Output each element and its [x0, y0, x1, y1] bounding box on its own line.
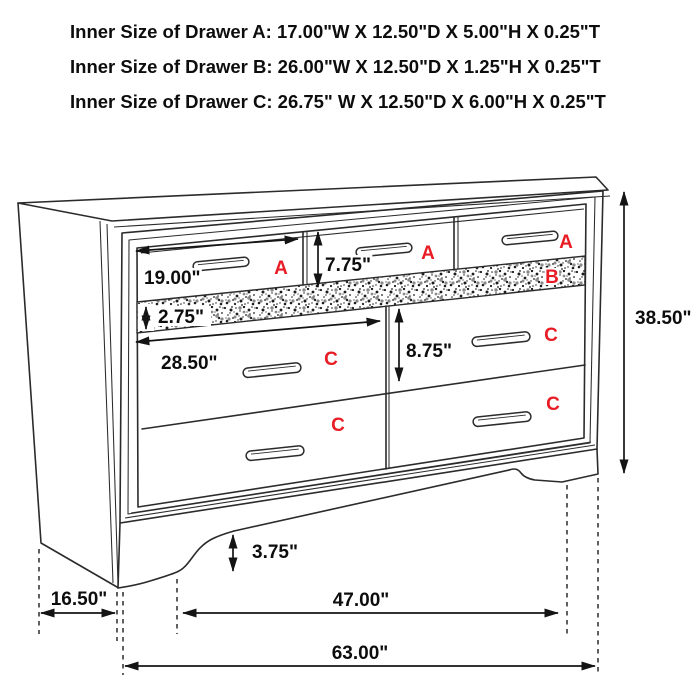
- dim-drawer-c-height-text: 8.75": [406, 341, 452, 362]
- label-drawer-a3: A: [559, 232, 573, 253]
- label-drawer-a1: A: [274, 258, 288, 279]
- dim-leg-height-text: 3.75": [252, 542, 298, 563]
- label-drawer-c1-left: C: [324, 349, 338, 370]
- dim-side-depth-text: 16.50": [50, 589, 108, 610]
- inner-size-line-c: Inner Size of Drawer C: 26.75" W X 12.50"D X 6.00"H X 0.25"T: [70, 91, 606, 112]
- dim-drawer-c-height: [399, 309, 452, 381]
- handle-a1: [193, 257, 250, 271]
- label-drawer-c1-right: C: [544, 325, 558, 346]
- dim-overall-width: [125, 643, 595, 666]
- dim-overall-height-text: 38.50": [635, 308, 692, 329]
- label-drawer-c2-left: C: [331, 415, 345, 436]
- label-drawer-c2-right: C: [546, 394, 560, 415]
- dim-feet-span-text: 47.00": [332, 590, 390, 611]
- label-drawer-a2: A: [421, 243, 435, 264]
- inner-size-line-a: Inner Size of Drawer A: 17.00"W X 12.50"D X 5.00"H X 0.25"T: [70, 21, 600, 42]
- dim-feet-span: [183, 590, 558, 613]
- dim-strip-b-height-text: 2.75": [158, 307, 204, 328]
- extension-lines: [39, 478, 598, 675]
- handle-c2-left: [246, 445, 305, 461]
- base-and-feet: [118, 442, 598, 588]
- dim-strip-b-height: [138, 304, 211, 331]
- handle-c1-right: [472, 331, 531, 347]
- handle-c2-right: [473, 411, 532, 427]
- dim-leg-height: [233, 535, 298, 571]
- dim-overall-height: [624, 192, 692, 473]
- label-drawer-b: B: [545, 267, 559, 288]
- dresser-body: [18, 177, 610, 588]
- handle-c1-left: [243, 362, 302, 378]
- handle-a3: [502, 231, 559, 245]
- base-rail-bottom: [234, 470, 509, 531]
- right-bracket-foot: [509, 449, 598, 482]
- dim-side-depth: [41, 589, 115, 613]
- dresser-left-side-panel: [18, 203, 118, 587]
- left-bracket-foot: [118, 531, 234, 588]
- inner-size-line-b: Inner Size of Drawer B: 26.00"W X 12.50"D X 1.25"H X 0.25"T: [70, 56, 601, 77]
- dim-drawer-a-width-text: 19.00": [144, 268, 201, 289]
- dim-overall-width-text: 63.00": [331, 643, 389, 664]
- left-foot-outer-edge: [118, 523, 120, 588]
- dim-drawer-c-width-text: 28.50": [161, 353, 218, 374]
- dim-drawer-a-height-text: 7.75": [325, 255, 371, 276]
